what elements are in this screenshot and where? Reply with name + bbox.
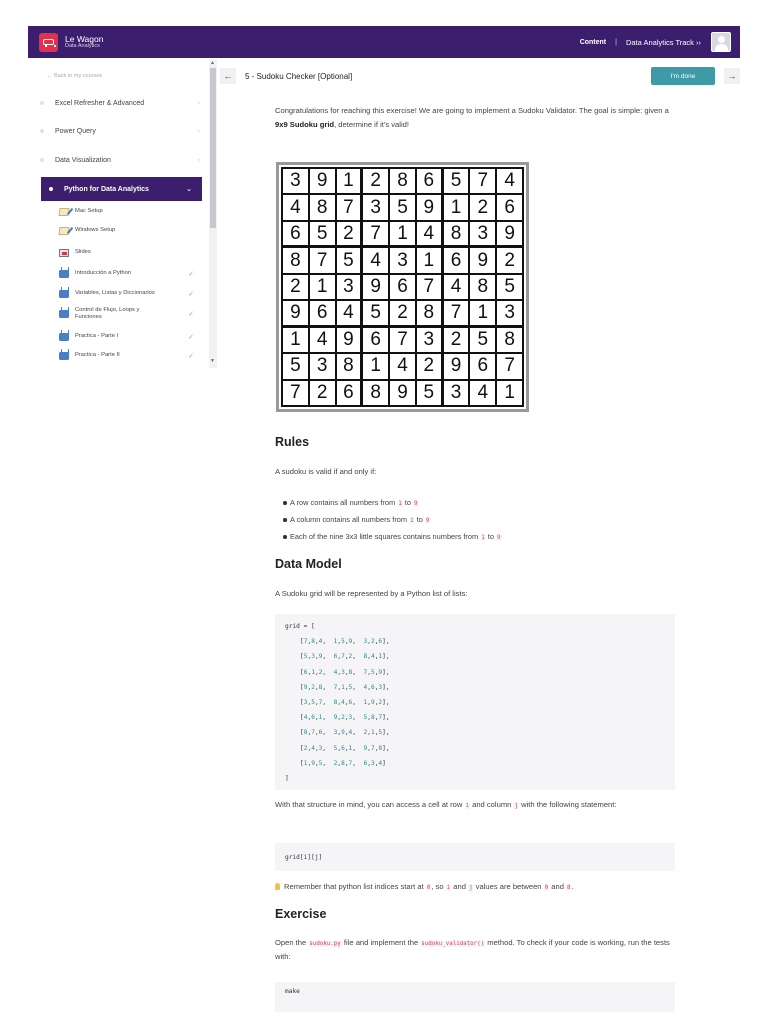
inline-code: 1 [398, 501, 402, 507]
exercise-text: file and implement the [341, 938, 421, 947]
sudoku-cell: 3 [496, 300, 523, 326]
sudoku-cell: 4 [282, 194, 309, 220]
lesson-label: Variables, Listas y Diccionarios [75, 290, 155, 297]
sidebar-course-data-visualization[interactable] [40, 153, 210, 167]
tip-text: and [451, 882, 469, 891]
rule-item [290, 494, 670, 511]
sidebar-lesson-practica-1[interactable] [59, 333, 194, 341]
sudoku-cell: 8 [282, 247, 309, 273]
sudoku-cell: 3 [282, 168, 309, 194]
sudoku-cell: 5 [336, 247, 363, 273]
code-line: make [285, 988, 300, 995]
scroll-down-icon[interactable]: ▼ [210, 358, 215, 364]
exercise-heading: Exercise [275, 907, 327, 921]
sudoku-cell: 1 [443, 194, 470, 220]
note-icon [58, 227, 69, 235]
access-code-block [275, 843, 675, 871]
code-line: [5,3,9, 6,7,2, 8,4,1], [300, 653, 390, 661]
tip-text: Remember that python list indices start at [284, 882, 426, 891]
inline-code: j [514, 803, 518, 809]
chevron-right-icon: › [197, 127, 200, 135]
sudoku-cell: 9 [469, 247, 496, 273]
sudoku-cell: 3 [389, 247, 416, 273]
lightbulb-icon [275, 883, 280, 890]
brand[interactable] [65, 35, 103, 50]
course-dot-icon [40, 158, 44, 162]
sidebar-lesson-introduccion[interactable] [59, 270, 194, 278]
sudoku-cell: 6 [416, 168, 443, 194]
code-line: ] [285, 774, 289, 782]
sudoku-cell: 5 [496, 274, 523, 300]
lesson-header [220, 68, 740, 84]
sudoku-cell: 6 [443, 247, 470, 273]
sudoku-cell: 4 [416, 221, 443, 247]
sudoku-cell: 6 [309, 300, 336, 326]
top-navbar [28, 26, 740, 58]
sudoku-cell: 5 [416, 380, 443, 406]
exercise-text: method. To check if your code is working, run the tests with: [275, 938, 670, 962]
sudoku-cell: 9 [309, 168, 336, 194]
sudoku-cell: 8 [496, 327, 523, 353]
sudoku-cell: 6 [389, 274, 416, 300]
sudoku-cell: 6 [496, 194, 523, 220]
chevron-right-icon: › [197, 99, 200, 107]
sudoku-cell: 7 [362, 221, 389, 247]
course-dot-icon [40, 101, 44, 105]
intro-text-start: Congratulations for reaching this exercise! We are going to implement a Sudoku Validator. The goal is simple: given a [275, 106, 669, 115]
sudoku-cell: 7 [282, 380, 309, 406]
sudoku-cell: 8 [309, 194, 336, 220]
sudoku-cell: 7 [469, 168, 496, 194]
chevron-down-icon: ⌄ [186, 186, 192, 193]
rules-heading: Rules [275, 435, 310, 449]
inline-code: 9 [414, 501, 418, 507]
sudoku-cell: 4 [469, 380, 496, 406]
sudoku-cell: 8 [336, 353, 363, 379]
sudoku-cell: 7 [336, 194, 363, 220]
tip-paragraph [275, 880, 675, 894]
sudoku-cell: 2 [309, 380, 336, 406]
sudoku-cell: 2 [496, 247, 523, 273]
sudoku-cell: 9 [336, 327, 363, 353]
im-done-button[interactable]: I'm done [651, 67, 715, 85]
sudoku-cell: 9 [282, 300, 309, 326]
code-line: grid = [ [285, 623, 315, 630]
lesson-label: Practica - Parte I [75, 333, 119, 340]
lesson-title: 5 - Sudoku Checker [Optional] [245, 71, 353, 81]
rules-intro: A sudoku is valid if and only if: [275, 467, 377, 476]
inline-code: 0 [544, 885, 549, 891]
sudoku-cell: 4 [496, 168, 523, 194]
access-text: and column [470, 800, 514, 809]
code-rows [285, 634, 665, 771]
inline-code: i [446, 885, 451, 891]
inline-code: 0 [426, 885, 431, 891]
sudoku-cell: 4 [336, 300, 363, 326]
sudoku-cell: 8 [416, 300, 443, 326]
content-link[interactable]: Content [579, 38, 607, 46]
sudoku-cell: 2 [389, 300, 416, 326]
sudoku-cell: 6 [362, 327, 389, 353]
lesson-label: Control de Flujo, Loops y Funciones [75, 307, 140, 321]
access-text: with the following statement: [518, 800, 617, 809]
sudoku-cell: 9 [416, 194, 443, 220]
sudoku-cell: 1 [496, 380, 523, 406]
sudoku-cell: 6 [336, 380, 363, 406]
sudoku-cell: 9 [443, 353, 470, 379]
inline-code: j [469, 885, 473, 891]
course-sidebar [28, 60, 217, 368]
code-line: [3,5,7, 8,4,6, 1,9,2], [300, 698, 390, 706]
video-icon [59, 310, 69, 318]
chevron-right-icon: › [197, 156, 200, 164]
sidebar-scrollbar[interactable] [209, 60, 217, 368]
sidebar-lesson-mac-setup[interactable] [59, 208, 194, 216]
brand-subtitle: Data Analytics [65, 42, 100, 49]
sidebar-course-python-active[interactable] [41, 177, 202, 201]
course-dot-icon [49, 187, 53, 191]
access-text: With that structure in mind, you can access a cell at row [275, 800, 465, 809]
lesson-label: Slides [75, 249, 91, 256]
sudoku-cell: 2 [443, 327, 470, 353]
sudoku-cell: 1 [362, 353, 389, 379]
inline-code: 8 [567, 885, 571, 891]
sudoku-cell: 2 [469, 194, 496, 220]
intro-bold: 9x9 Sudoku grid [275, 120, 335, 130]
course-label: Power Query [55, 127, 96, 135]
sudoku-cell: 3 [362, 194, 389, 220]
sudoku-cell: 8 [389, 168, 416, 194]
sudoku-cell: 1 [389, 221, 416, 247]
sudoku-cell: 1 [309, 274, 336, 300]
sudoku-cell: 5 [389, 194, 416, 220]
sudoku-cell: 6 [282, 221, 309, 247]
sudoku-cell: 3 [309, 353, 336, 379]
sudoku-cell: 7 [389, 327, 416, 353]
sudoku-cell: 4 [443, 274, 470, 300]
course-label: Excel Refresher & Advanced [55, 99, 145, 107]
sidebar-lesson-control-flujo[interactable] [59, 307, 194, 321]
code-line: [4,6,1, 9,2,3, 5,8,7], [300, 714, 390, 722]
scroll-up-icon[interactable]: ▲ [210, 60, 215, 66]
sudoku-cell: 2 [282, 274, 309, 300]
lesson-label: Windows Setup [75, 227, 116, 234]
sudoku-cell: 7 [309, 247, 336, 273]
brand-title: Le Wagon [65, 33, 104, 44]
code-line: [6,1,2, 4,3,8, 7,5,9], [300, 668, 390, 676]
sudoku-cell: 4 [309, 327, 336, 353]
scrollbar-thumb[interactable] [210, 68, 216, 228]
check-icon: ✓ [188, 353, 194, 360]
rule-to: to [485, 532, 496, 541]
sidebar-course-power-query[interactable] [40, 124, 210, 138]
sudoku-cell: 4 [389, 353, 416, 379]
sidebar-lesson-variables[interactable] [59, 290, 194, 298]
inline-code: sudoku_validator() [421, 941, 485, 947]
sidebar-course-excel[interactable] [40, 96, 210, 110]
sudoku-cell: 5 [362, 300, 389, 326]
rule-to: to [414, 515, 425, 524]
note-icon [58, 208, 69, 216]
code-line: [2,4,3, 5,6,1, 9,7,8], [300, 744, 390, 752]
tip-text: and [549, 882, 567, 891]
inline-code: 9 [425, 518, 430, 524]
grid-code-block [275, 614, 675, 790]
data-model-heading: Data Model [275, 557, 342, 571]
inline-code: 1 [410, 518, 414, 524]
rule-text: Each of the nine 3x3 little squares contains numbers from [290, 532, 481, 541]
code-line: [9,2,8, 7,1,5, 4,6,3], [300, 683, 390, 691]
inline-code: 1 [481, 535, 485, 541]
sudoku-cell: 1 [469, 300, 496, 326]
exercise-paragraph [275, 936, 675, 965]
sudoku-cell: 7 [443, 300, 470, 326]
code-line: [8,7,6, 3,9,4, 2,1,5], [300, 729, 390, 737]
make-code-block [275, 982, 675, 1012]
intro-text-end: , determine if it's valid! [334, 120, 409, 130]
sudoku-cell: 5 [469, 327, 496, 353]
sudoku-cell: 6 [469, 353, 496, 379]
tip-text: values are between [473, 882, 544, 891]
code-line: [7,8,4, 1,5,9, 3,2,6], [300, 638, 390, 646]
tip-text: . [571, 882, 574, 891]
lesson-label: Mac Setup [75, 208, 103, 215]
check-icon: ✓ [188, 291, 194, 298]
code-line: [1,9,5, 2,8,7, 6,3,4] [300, 759, 386, 767]
check-icon: ✓ [188, 271, 194, 278]
video-icon [59, 352, 69, 360]
sidebar-lesson-slides[interactable] [59, 249, 194, 257]
course-dot-icon [40, 129, 44, 133]
nav-separator: | [615, 38, 617, 46]
tip-text: , so [431, 882, 446, 891]
lesson-content [220, 60, 740, 1024]
exercise-text: Open the [275, 938, 309, 947]
sudoku-cell: 7 [416, 274, 443, 300]
rule-text: A column contains all numbers from [290, 515, 410, 524]
sudoku-cell: 5 [443, 168, 470, 194]
sudoku-cell: 8 [362, 380, 389, 406]
sudoku-cell: 9 [362, 274, 389, 300]
sudoku-cell: 2 [416, 353, 443, 379]
sudoku-cell: 2 [336, 221, 363, 247]
slides-icon [59, 249, 69, 257]
sudoku-cell: 5 [282, 353, 309, 379]
previous-lesson-button[interactable]: ← [220, 68, 236, 84]
data-model-intro: A Sudoku grid will be represented by a Python list of lists: [275, 589, 468, 598]
sudoku-cell: 3 [443, 380, 470, 406]
rule-text: A row contains all numbers from [290, 498, 398, 507]
rules-list [290, 494, 670, 545]
sudoku-cell: 5 [309, 221, 336, 247]
video-icon [59, 270, 69, 278]
sudoku-cell: 2 [362, 168, 389, 194]
next-lesson-button[interactable]: → [724, 68, 740, 84]
sudoku-cell: 1 [282, 327, 309, 353]
sudoku-cell: 3 [469, 221, 496, 247]
top-right-nav [580, 32, 740, 52]
le-wagon-logo-icon[interactable] [39, 33, 58, 52]
sidebar-lesson-windows-setup[interactable] [59, 227, 194, 235]
sudoku-cell: 9 [496, 221, 523, 247]
inline-code: sudoku.py [309, 941, 341, 947]
course-label: Python for Data Analytics [64, 185, 149, 193]
course-label: Data Visualization [55, 156, 111, 164]
lesson-label: Introducción a Python [75, 270, 132, 277]
access-paragraph [275, 798, 675, 812]
sudoku-cell: 1 [336, 168, 363, 194]
sudoku-cell: 8 [443, 221, 470, 247]
code-line: grid[i][j] [285, 853, 323, 861]
sudoku-cell: 3 [336, 274, 363, 300]
intro-paragraph [275, 104, 675, 133]
video-icon [59, 290, 69, 298]
user-avatar[interactable] [711, 32, 731, 52]
sudoku-cell: 3 [416, 327, 443, 353]
sudoku-cell: 1 [416, 247, 443, 273]
rule-item [290, 528, 670, 545]
lesson-label: Practica - Parte II [75, 352, 120, 359]
rule-item [290, 511, 670, 528]
inline-code: i [465, 803, 469, 809]
back-to-courses-link[interactable]: ← Back to my courses [47, 73, 103, 79]
sudoku-cell: 4 [362, 247, 389, 273]
video-icon [59, 333, 69, 341]
sudoku-image [276, 162, 529, 412]
sidebar-lesson-practica-2[interactable] [59, 352, 194, 360]
rule-to: to [402, 498, 413, 507]
sudoku-cell: 7 [496, 353, 523, 379]
check-icon: ✓ [188, 311, 194, 319]
sudoku-grid [281, 167, 524, 407]
inline-code: 9 [497, 535, 501, 541]
sudoku-cell: 8 [469, 274, 496, 300]
check-icon: ✓ [188, 334, 194, 341]
track-link[interactable]: Data Analytics Track ›› [625, 37, 701, 47]
sudoku-cell: 9 [389, 380, 416, 406]
